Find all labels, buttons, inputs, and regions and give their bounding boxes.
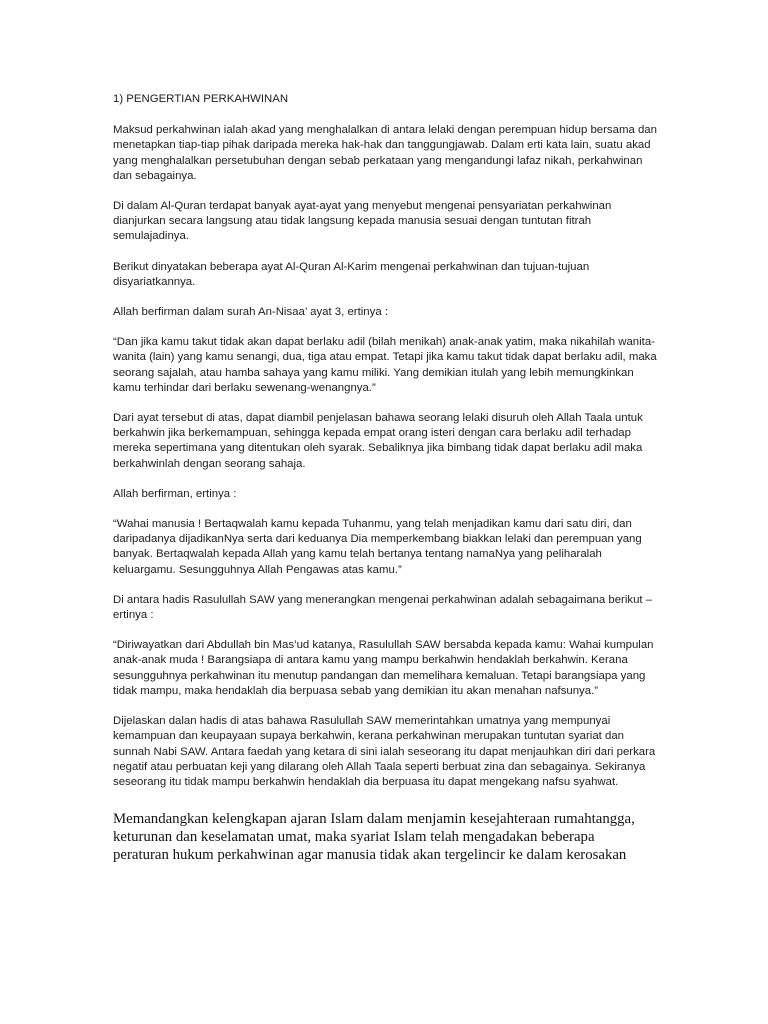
paragraph-quote-wahai-manusia: “Wahai manusia ! Bertaqwalah kamu kepada Tuhanmu, yang telah menjadikan kamu dari satu diri, dan daripadanya dijadikanNya serta dari keduanya Dia memperkembang biakkan lelaki dan perempuan yang banyak. Bertaqwalah kepada Allah yang kamu telah bertanya tentang namaNya yang peliharalah keluargamu. Sesungguhnya Allah Pengawas atas kamu.” [113, 518, 642, 576]
paragraph-hadith-intro: Di antara hadis Rasulullah SAW yang menerangkan mengenai perkahwinan adalah sebagaimana berikut – ertinya : [113, 593, 653, 622]
paragraph-closing: Memandangkan kelengkapan ajaran Islam dalam menjamin kesejahteraan rumahtangga, keturunan dan keselamatan umat, maka syariat Islam telah mengadakan beberapa peraturan hukum perkahwinan agar manusia tidak akan tergelincir ke dalam kerosakan [113, 811, 635, 864]
paragraph-definition: Maksud perkahwinan ialah akad yang menghalalkan di antara lelaki dengan perempuan hidup bersama dan menetapkan tiap-tiap pihak daripada mereka hak-hak dan tanggungjawab. Dalam erti kata lain, suatu akad yang menghalalkan persetubuhan dengan sebab perkataan yang mengandungi lafaz nikah, perkahwinan dan sebagainya. [113, 124, 657, 182]
paragraph-allah-berfirman: Allah berfirman, ertinya : [113, 487, 237, 500]
section-heading: 1) PENGERTIAN PERKAHWINAN [113, 93, 289, 105]
paragraph-verses-intro: Berikut dinyatakan beberapa ayat Al-Quran Al-Karim mengenai perkahwinan dan tujuan-tujuan disyariatkannya. [113, 260, 590, 288]
paragraph-explanation-verse: Dari ayat tersebut di atas, dapat diambil penjelasan bahawa seorang lelaki disuruh oleh Allah Taala untuk berkahwin jika berkemampuan, sehingga kepada empat orang isteri dengan cara berlaku adil terhadap mereka sepertimana yang ditentukan oleh syarak. Sebaliknya jika bimbang tidak dapat berlaku adil maka berkahwinlah dengan seorang sahaja. [113, 412, 643, 470]
paragraph-quran-intro: Di dalam Al-Quran terdapat banyak ayat-ayat yang menyebut mengenai pensyariatan perkahwinan dianjurkan secara langsung atau tidak langsung kepada manusia sesuai dengan tuntutan fitrah semulajadinya. [113, 200, 612, 243]
paragraph-quote-hadith: “Diriwayatkan dari Abdullah bin Mas’ud katanya, Rasulullah SAW bersabda kepada kamu: Wahai kumpulan anak-anak muda ! Barangsiapa di antara kamu yang mampu berkahwin hendaklah berkahwin. Kerana sesungguhnya perkahwinan itu menutup pandangan dan memelihara kemaluan. Tetapi barangsiapa yang tidak mampu, maka hendaklah dia berpuasa sebab yang demikian itu akan menahan nafsunya.” [113, 639, 654, 697]
paragraph-quote-an-nisaa: “Dan jika kamu takut tidak akan dapat berlaku adil (bilah menikah) anak-anak yatim, maka nikahilah wanita-wanita (lain) yang kamu senangi, dua, tiga atau empat. Tetapi jika kamu takut tidak dapat berlaku adil, maka seorang sajalah, atau hamba sahaya yang kamu miliki. Yang demikian itulah yang lebih memungkinkan kamu terhindar dari berlaku sewenang-wenangnya.” [113, 336, 657, 394]
paragraph-surah-reference: Allah berfirman dalam surah An-Nisaa’ ayat 3, ertinya : [113, 306, 388, 319]
paragraph-hadith-explanation: Dijelaskan dalan hadis di atas bahawa Rasulullah SAW memerintahkan umatnya yang mempunyai kemampuan dan keupayaan supaya berkahwin, kerana perkahwinan merupakan tuntutan syariat dan sunnah Nabi SAW. Antara faedah yang ketara di sini ialah seseorang itu dapat menjauhkan diri dari perkara negatif atau perbuatan keji yang dilarang oleh Allah Taala seperti berbuat zina dan sebagainya. Sekiranya seseorang itu tidak mampu berkahwin hendaklah dia berpuasa itu dapat mengekang nafsu syahwat. [113, 715, 656, 788]
document-body [113, 92, 658, 879]
